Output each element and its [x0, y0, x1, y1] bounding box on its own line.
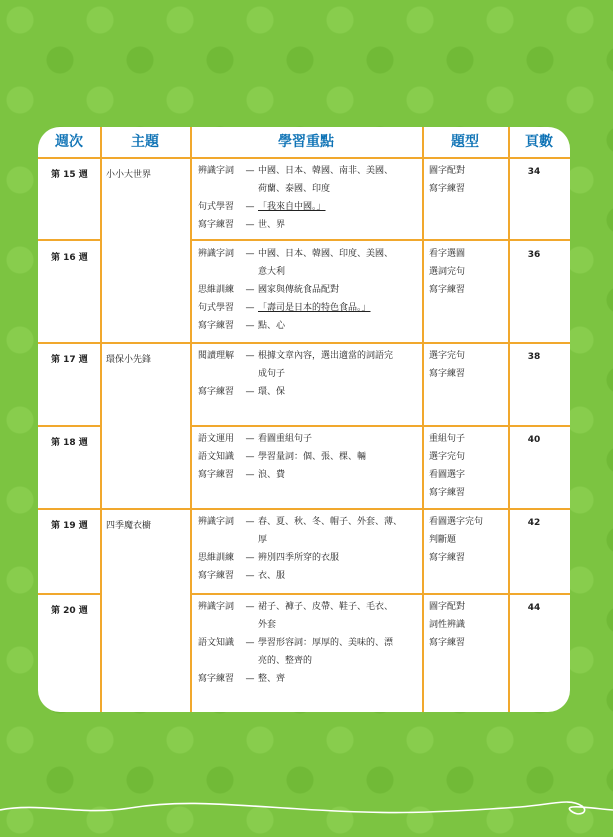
row-divider [38, 342, 570, 344]
question-types [429, 430, 513, 502]
week-label: 第 17 週 [51, 355, 88, 365]
focus-list [198, 430, 424, 484]
focus-line: 亮的、整齊的 [258, 656, 313, 666]
focus-line: 語文知識 — 學習形容詞：厚厚的、美味的、漂 [198, 638, 394, 648]
header-focus: 學習重點 [278, 134, 334, 150]
question-type: 寫字練習 [429, 488, 466, 498]
question-types [429, 513, 513, 567]
header-page: 頁數 [525, 134, 553, 150]
question-type: 寫字練習 [429, 285, 466, 295]
question-type: 看字選圖 [429, 249, 466, 259]
week-label: 第 19 週 [51, 521, 88, 531]
question-type: 選詞完句 [429, 267, 466, 277]
week-label: 第 16 週 [51, 253, 88, 263]
page-number: 38 [527, 352, 541, 362]
focus-line: 思維訓練 — 國家與傳統食品配對 [198, 285, 340, 295]
focus-line: 寫字練習 — 點、心 [198, 321, 286, 331]
page-number: 36 [527, 250, 541, 260]
column-rule [190, 127, 192, 712]
focus-line: 荷蘭、泰國、印度 [258, 184, 331, 194]
question-type: 寫字練習 [429, 184, 466, 194]
question-types [429, 245, 513, 299]
focus-line: 寫字練習 — 世、界 [198, 220, 286, 230]
question-type: 看圖選字 [429, 470, 466, 480]
focus-list [198, 162, 424, 234]
row-divider [38, 425, 100, 427]
focus-list [198, 513, 424, 585]
row-divider [38, 593, 100, 595]
focus-line: 意大利 [258, 267, 286, 277]
question-type: 選字完句 [429, 351, 466, 361]
week-label: 第 18 週 [51, 438, 88, 448]
question-type: 詞性辨識 [429, 620, 466, 630]
focus-line: 成句子 [258, 369, 286, 379]
decorative-wave-line [0, 796, 613, 826]
question-type: 圖字配對 [429, 602, 466, 612]
question-type: 寫字練習 [429, 553, 466, 563]
question-type: 寫字練習 [429, 369, 466, 379]
focus-line: 寫字練習 — 環、保 [198, 387, 286, 397]
row-divider [38, 239, 100, 241]
question-type: 選字完句 [429, 452, 466, 462]
syllabus-card [38, 127, 570, 712]
page-number: 40 [527, 435, 541, 445]
row-divider [38, 508, 570, 510]
row-divider [190, 593, 570, 595]
focus-line: 思維訓練 — 辨別四季所穿的衣服 [198, 553, 340, 563]
page-number: 34 [527, 167, 541, 177]
column-rule [100, 127, 102, 712]
theme-label: 環保小先鋒 [106, 355, 152, 365]
focus-line: 寫字練習 — 衣、服 [198, 571, 286, 581]
focus-line: 寫字練習 — 整、齊 [198, 674, 286, 684]
focus-line: 閱讀理解 — 根據文章內容，選出適當的詞語完 [198, 351, 394, 361]
focus-list [198, 347, 424, 401]
header-type: 題型 [451, 134, 479, 150]
focus-line: 寫字練習 — 浪、費 [198, 470, 286, 480]
focus-line: 辨識字詞 — 中國、日本、韓國、印度、美國、 [198, 249, 394, 259]
question-type: 寫字練習 [429, 638, 466, 648]
question-type: 看圖選字完句 [429, 517, 484, 527]
page-number: 44 [527, 603, 541, 613]
focus-line: 句式學習 — 「我來自中國。」 [198, 202, 326, 212]
focus-line: 辨識字詞 — 中國、日本、韓國、南非、美國、 [198, 166, 394, 176]
theme-label: 四季魔衣櫥 [106, 521, 152, 531]
row-divider [190, 239, 570, 241]
focus-line: 辨識字詞 — 裙子、褲子、皮帶、鞋子、毛衣、 [198, 602, 394, 612]
header-week: 週次 [55, 134, 83, 150]
focus-line: 句式學習 — 「壽司是日本的特色食品。」 [198, 303, 371, 313]
focus-line: 語文運用 — 看圖重組句子 [198, 434, 313, 444]
header-theme: 主題 [131, 134, 159, 150]
focus-line: 辨識字詞 — 春、夏、秋、冬、帽子、外套、薄、 [198, 517, 403, 527]
focus-list [198, 245, 424, 335]
page-number: 42 [527, 518, 541, 528]
question-types [429, 347, 513, 383]
week-label: 第 20 週 [51, 606, 88, 616]
header-divider [38, 157, 570, 159]
question-types [429, 598, 513, 652]
question-types [429, 162, 513, 198]
question-type: 圖字配對 [429, 166, 466, 176]
week-label: 第 15 週 [51, 170, 88, 180]
question-type: 判斷題 [429, 535, 457, 545]
focus-line: 語文知識 — 學習量詞：個、張、棵、輛 [198, 452, 367, 462]
focus-line: 厚 [258, 535, 268, 545]
theme-label: 小小大世界 [106, 170, 152, 180]
question-type: 重組句子 [429, 434, 466, 444]
focus-line: 外套 [258, 620, 277, 630]
focus-list [198, 598, 424, 688]
row-divider [190, 425, 570, 427]
